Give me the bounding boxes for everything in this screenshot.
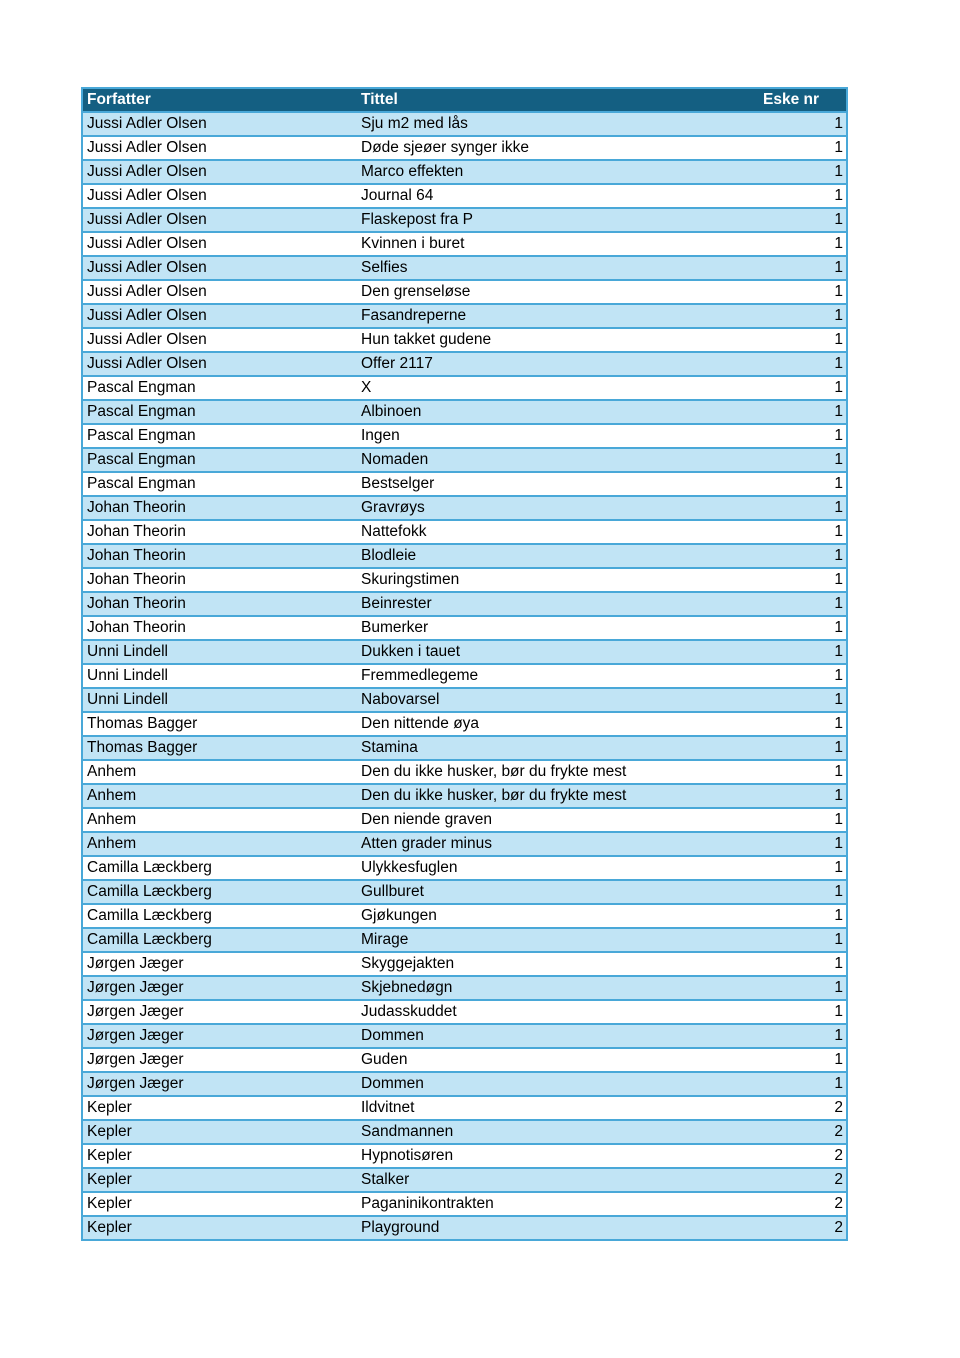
cell-author[interactable]: Unni Lindell [83, 664, 357, 688]
cell-title[interactable]: Judasskuddet [357, 1000, 759, 1024]
cell-box-number[interactable]: 1 [759, 904, 846, 928]
table-row [83, 976, 846, 1000]
cell-author[interactable]: Anhem [83, 760, 357, 784]
cell-title[interactable]: Atten grader minus [357, 832, 759, 856]
cell-title[interactable]: Ildvitnet [357, 1096, 759, 1120]
cell-title[interactable]: Dukken i tauet [357, 640, 759, 664]
table-row [83, 448, 846, 472]
cell-author[interactable]: Camilla Læckberg [83, 880, 357, 904]
cell-box-number[interactable]: 1 [759, 736, 846, 760]
cell-author[interactable]: Jussi Adler Olsen [83, 160, 357, 184]
table-row [83, 280, 846, 304]
cell-title[interactable]: Skyggejakten [357, 952, 759, 976]
cell-title[interactable]: Offer 2117 [357, 352, 759, 376]
cell-title[interactable]: Paganinikontrakten [357, 1192, 759, 1216]
cell-author[interactable]: Jussi Adler Olsen [83, 280, 357, 304]
table-row [83, 928, 846, 952]
cell-box-number[interactable]: 1 [759, 664, 846, 688]
header-box-number[interactable]: Eske nr [759, 89, 846, 112]
cell-box-number[interactable]: 2 [759, 1120, 846, 1144]
cell-author[interactable]: Johan Theorin [83, 520, 357, 544]
table-row [83, 1024, 846, 1048]
table-row [83, 1000, 846, 1024]
table-row [83, 1072, 846, 1096]
cell-box-number[interactable]: 1 [759, 808, 846, 832]
table-row [83, 544, 846, 568]
cell-author[interactable]: Kepler [83, 1216, 357, 1239]
cell-box-number[interactable]: 1 [759, 712, 846, 736]
cell-title[interactable]: Stalker [357, 1168, 759, 1192]
cell-author[interactable]: Pascal Engman [83, 448, 357, 472]
cell-box-number[interactable]: 1 [759, 520, 846, 544]
cell-box-number[interactable]: 1 [759, 1000, 846, 1024]
cell-title[interactable]: Gravrøys [357, 496, 759, 520]
cell-title[interactable]: Skjebnedøgn [357, 976, 759, 1000]
cell-box-number[interactable]: 1 [759, 328, 846, 352]
cell-box-number[interactable]: 1 [759, 136, 846, 160]
cell-box-number[interactable]: 1 [759, 952, 846, 976]
cell-box-number[interactable]: 1 [759, 1072, 846, 1096]
table-row [83, 496, 846, 520]
cell-title[interactable]: Kvinnen i buret [357, 232, 759, 256]
cell-title[interactable]: Bestselger [357, 472, 759, 496]
table-row [83, 352, 846, 376]
cell-title[interactable]: Guden [357, 1048, 759, 1072]
cell-title[interactable]: Stamina [357, 736, 759, 760]
table-row [83, 592, 846, 616]
cell-box-number[interactable]: 1 [759, 1024, 846, 1048]
table-row [83, 856, 846, 880]
cell-title[interactable]: Mirage [357, 928, 759, 952]
cell-title[interactable]: Den niende graven [357, 808, 759, 832]
table-row [83, 1048, 846, 1072]
table-row [83, 688, 846, 712]
cell-author[interactable]: Pascal Engman [83, 472, 357, 496]
cell-title[interactable]: Sju m2 med lås [357, 112, 759, 136]
table-body [83, 112, 846, 1239]
cell-author[interactable]: Jørgen Jæger [83, 1000, 357, 1024]
cell-author[interactable]: Camilla Læckberg [83, 856, 357, 880]
cell-title[interactable]: Sandmannen [357, 1120, 759, 1144]
cell-box-number[interactable]: 1 [759, 352, 846, 376]
table-row [83, 1168, 846, 1192]
cell-box-number[interactable]: 1 [759, 832, 846, 856]
header-author[interactable]: Forfatter [83, 89, 357, 112]
cell-author[interactable]: Johan Theorin [83, 496, 357, 520]
cell-box-number[interactable]: 2 [759, 1096, 846, 1120]
table-row [83, 880, 846, 904]
cell-author[interactable]: Johan Theorin [83, 568, 357, 592]
table-row [83, 712, 846, 736]
cell-title[interactable]: Skuringstimen [357, 568, 759, 592]
cell-box-number[interactable]: 1 [759, 448, 846, 472]
cell-box-number[interactable]: 1 [759, 376, 846, 400]
book-list-table [81, 87, 848, 1241]
cell-box-number[interactable]: 2 [759, 1192, 846, 1216]
cell-author[interactable]: Jussi Adler Olsen [83, 232, 357, 256]
cell-title[interactable]: Den du ikke husker, bør du frykte mest [357, 760, 759, 784]
cell-title[interactable]: Ingen [357, 424, 759, 448]
table-row [83, 304, 846, 328]
table-row [83, 952, 846, 976]
cell-box-number[interactable]: 1 [759, 208, 846, 232]
cell-author[interactable]: Kepler [83, 1192, 357, 1216]
cell-box-number[interactable]: 1 [759, 640, 846, 664]
cell-box-number[interactable]: 1 [759, 760, 846, 784]
cell-title[interactable]: Flaskepost fra P [357, 208, 759, 232]
cell-title[interactable]: Ulykkesfuglen [357, 856, 759, 880]
table-row [83, 1144, 846, 1168]
cell-title[interactable]: X [357, 376, 759, 400]
cell-box-number[interactable]: 2 [759, 1216, 846, 1239]
cell-box-number[interactable]: 1 [759, 1048, 846, 1072]
cell-author[interactable]: Anhem [83, 808, 357, 832]
cell-box-number[interactable]: 1 [759, 544, 846, 568]
cell-title[interactable]: Nabovarsel [357, 688, 759, 712]
cell-box-number[interactable]: 1 [759, 256, 846, 280]
table-row [83, 1120, 846, 1144]
table-row [83, 400, 846, 424]
cell-title[interactable]: Fasandreperne [357, 304, 759, 328]
cell-author[interactable]: Jussi Adler Olsen [83, 184, 357, 208]
table-row [83, 736, 846, 760]
cell-box-number[interactable]: 1 [759, 688, 846, 712]
cell-author[interactable]: Anhem [83, 784, 357, 808]
cell-box-number[interactable]: 2 [759, 1144, 846, 1168]
cell-author[interactable]: Jørgen Jæger [83, 976, 357, 1000]
cell-author[interactable]: Camilla Læckberg [83, 904, 357, 928]
cell-box-number[interactable]: 1 [759, 160, 846, 184]
table-row [83, 760, 846, 784]
cell-author[interactable]: Kepler [83, 1096, 357, 1120]
cell-title[interactable]: Blodleie [357, 544, 759, 568]
cell-box-number[interactable]: 1 [759, 232, 846, 256]
book-table [83, 89, 846, 1239]
cell-author[interactable]: Anhem [83, 832, 357, 856]
cell-author[interactable]: Jørgen Jæger [83, 1048, 357, 1072]
cell-box-number[interactable]: 1 [759, 976, 846, 1000]
cell-box-number[interactable]: 1 [759, 568, 846, 592]
cell-box-number[interactable]: 1 [759, 616, 846, 640]
cell-author[interactable]: Unni Lindell [83, 688, 357, 712]
table-row [83, 136, 846, 160]
table-row [83, 1096, 846, 1120]
cell-box-number[interactable]: 1 [759, 592, 846, 616]
cell-author[interactable]: Jørgen Jæger [83, 1024, 357, 1048]
cell-title[interactable]: Hun takket gudene [357, 328, 759, 352]
table-row [83, 520, 846, 544]
table-row [83, 664, 846, 688]
cell-author[interactable]: Pascal Engman [83, 424, 357, 448]
header-title[interactable]: Tittel [357, 89, 759, 112]
cell-title[interactable]: Beinrester [357, 592, 759, 616]
cell-title[interactable]: Den du ikke husker, bør du frykte mest [357, 784, 759, 808]
cell-box-number[interactable]: 1 [759, 880, 846, 904]
table-row [83, 256, 846, 280]
cell-box-number[interactable]: 1 [759, 928, 846, 952]
table-row [83, 784, 846, 808]
cell-author[interactable]: Pascal Engman [83, 400, 357, 424]
table-row [83, 208, 846, 232]
cell-author[interactable]: Johan Theorin [83, 592, 357, 616]
cell-author[interactable]: Kepler [83, 1168, 357, 1192]
cell-author[interactable]: Jussi Adler Olsen [83, 304, 357, 328]
cell-box-number[interactable]: 1 [759, 280, 846, 304]
cell-title[interactable]: Gullburet [357, 880, 759, 904]
table-row [83, 424, 846, 448]
cell-box-number[interactable]: 2 [759, 1168, 846, 1192]
table-row [83, 1192, 846, 1216]
cell-author[interactable]: Unni Lindell [83, 640, 357, 664]
cell-title[interactable]: Albinoen [357, 400, 759, 424]
table-row [83, 472, 846, 496]
cell-box-number[interactable]: 1 [759, 496, 846, 520]
cell-author[interactable]: Johan Theorin [83, 616, 357, 640]
table-row [83, 232, 846, 256]
cell-title[interactable]: Nattefokk [357, 520, 759, 544]
cell-title[interactable]: Fremmedlegeme [357, 664, 759, 688]
cell-author[interactable]: Thomas Bagger [83, 736, 357, 760]
table-row [83, 184, 846, 208]
cell-title[interactable]: Den nittende øya [357, 712, 759, 736]
cell-title[interactable]: Journal 64 [357, 184, 759, 208]
cell-author[interactable]: Jussi Adler Olsen [83, 208, 357, 232]
cell-box-number[interactable]: 1 [759, 856, 846, 880]
cell-box-number[interactable]: 1 [759, 424, 846, 448]
cell-box-number[interactable]: 1 [759, 184, 846, 208]
cell-author[interactable]: Jussi Adler Olsen [83, 112, 357, 136]
cell-title[interactable]: Døde sjeøer synger ikke [357, 136, 759, 160]
table-row [83, 160, 846, 184]
cell-title[interactable]: Bumerker [357, 616, 759, 640]
cell-author[interactable]: Jussi Adler Olsen [83, 136, 357, 160]
cell-author[interactable]: Jussi Adler Olsen [83, 256, 357, 280]
cell-title[interactable]: Marco effekten [357, 160, 759, 184]
cell-author[interactable]: Pascal Engman [83, 376, 357, 400]
table-row [83, 616, 846, 640]
cell-author[interactable]: Kepler [83, 1120, 357, 1144]
cell-author[interactable]: Jørgen Jæger [83, 952, 357, 976]
cell-title[interactable]: Hypnotisøren [357, 1144, 759, 1168]
cell-box-number[interactable]: 1 [759, 304, 846, 328]
cell-title[interactable]: Nomaden [357, 448, 759, 472]
table-row [83, 568, 846, 592]
table-row [83, 808, 846, 832]
cell-title[interactable]: Gjøkungen [357, 904, 759, 928]
table-header [83, 89, 846, 112]
table-row [83, 112, 846, 136]
cell-author[interactable]: Thomas Bagger [83, 712, 357, 736]
table-row [83, 376, 846, 400]
cell-title[interactable]: Dommen [357, 1072, 759, 1096]
cell-author[interactable]: Camilla Læckberg [83, 928, 357, 952]
cell-box-number[interactable]: 1 [759, 400, 846, 424]
cell-author[interactable]: Jørgen Jæger [83, 1072, 357, 1096]
cell-title[interactable]: Den grenseløse [357, 280, 759, 304]
header-row [83, 89, 846, 112]
cell-author[interactable]: Kepler [83, 1144, 357, 1168]
table-row [83, 328, 846, 352]
cell-title[interactable]: Playground [357, 1216, 759, 1239]
cell-author[interactable]: Jussi Adler Olsen [83, 352, 357, 376]
cell-box-number[interactable]: 1 [759, 472, 846, 496]
cell-title[interactable]: Dommen [357, 1024, 759, 1048]
table-row [83, 640, 846, 664]
cell-author[interactable]: Johan Theorin [83, 544, 357, 568]
cell-box-number[interactable]: 1 [759, 784, 846, 808]
cell-box-number[interactable]: 1 [759, 112, 846, 136]
cell-title[interactable]: Selfies [357, 256, 759, 280]
table-row [83, 1216, 846, 1239]
table-row [83, 832, 846, 856]
table-row [83, 904, 846, 928]
cell-author[interactable]: Jussi Adler Olsen [83, 328, 357, 352]
